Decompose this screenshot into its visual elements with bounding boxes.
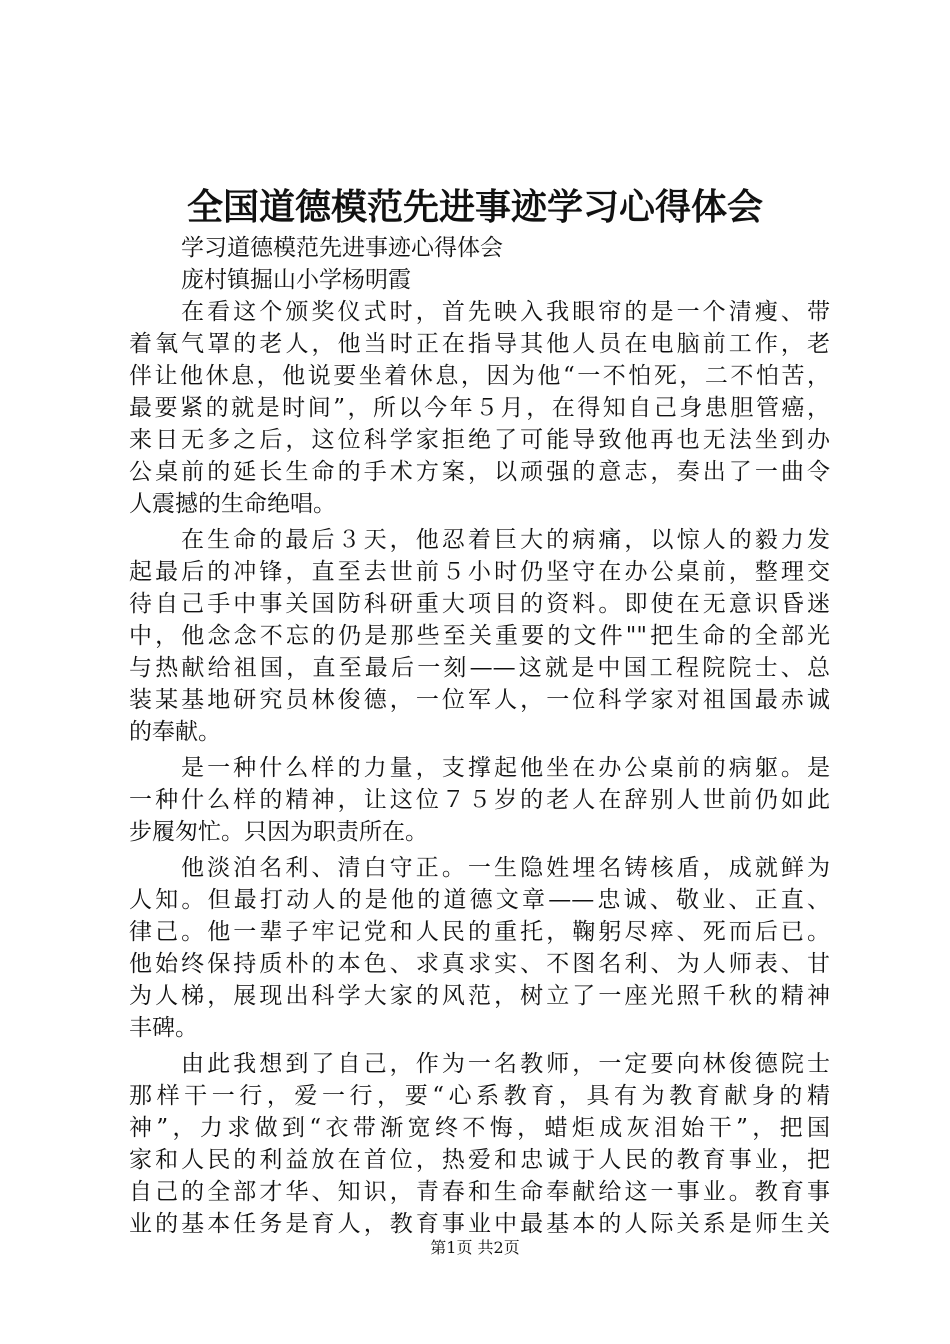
paragraph-line: 业的基本任务是育人，教育事业中最基本的人际关系是师生关 — [129, 1211, 830, 1237]
paragraph-line: 家和人民的利益放在首位，热爱和忠诚于人民的教育事业，把 — [129, 1147, 830, 1173]
paragraph-line: 丰碑。 — [129, 1015, 198, 1041]
paragraph-line: 他始终保持质朴的本色、求真求实、不图名利、为人师表、甘 — [129, 951, 830, 977]
subtitle-line: 学习道德模范先进事迹心得体会 — [181, 235, 503, 261]
document-title: 全国道德模范先进事迹学习心得体会 — [186, 186, 763, 228]
paragraph-line: 来日无多之后，这位科学家拒绝了可能导致他再也无法坐到办 — [129, 427, 830, 453]
paragraph-line: 的奉献。 — [129, 719, 221, 745]
paragraph-line: 他淡泊名利、清白守正。一生隐姓埋名铸核盾，成就鲜为 — [181, 855, 830, 881]
paragraph-line: 由此我想到了自己，作为一名教师，一定要向林俊德院士 — [181, 1051, 830, 1077]
paragraph-line: 公桌前的延长生命的手术方案，以顽强的意志，奏出了一曲令 — [129, 459, 830, 485]
paragraph-line: 伴让他休息，他说要坐着休息，因为他“一不怕死，二不怕苦， — [129, 363, 830, 389]
document-body — [129, 232, 830, 1240]
paragraph-line: 自己的全部才华、知识，青春和生命奉献给这一事业。教育事 — [129, 1179, 830, 1205]
paragraph-line: 在看这个颁奖仪式时，首先映入我眼帘的是一个清瘦、带 — [181, 299, 830, 325]
author-line: 庞村镇掘山小学杨明霞 — [181, 267, 411, 293]
paragraph-line: 装某基地研究员林俊德，一位军人，一位科学家对祖国最赤诚 — [129, 687, 830, 713]
paragraph-line: 那样干一行，爱一行，要“心系教育，具有为教育献身的精 — [129, 1083, 830, 1109]
paragraph-line: 人震撼的生命绝唱。 — [129, 491, 336, 517]
paragraph-line: 律己。他一辈子牢记党和人民的重托，鞠躬尽瘁、死而后已。 — [129, 919, 830, 945]
paragraph-line: 着氧气罩的老人，他当时正在指导其他人员在电脑前工作，老 — [129, 331, 830, 357]
paragraph-line: 步履匆忙。只因为职责所在。 — [129, 819, 428, 845]
paragraph-line: 中，他念念不忘的仍是那些至关重要的文件""把生命的全部光 — [129, 623, 830, 649]
paragraph-line: 神”，力求做到“衣带渐宽终不悔，蜡炬成灰泪始干”，把国 — [129, 1115, 830, 1141]
paragraph-line: 人知。但最打动人的是他的道德文章——忠诚、敬业、正直、 — [129, 887, 830, 913]
paragraph-line: 最要紧的就是时间”，所以今年５月，在得知自己身患胆管癌， — [129, 395, 830, 421]
paragraph-line: 起最后的冲锋，直至去世前５小时仍坚守在办公桌前，整理交 — [129, 559, 830, 585]
paragraph-line: 待自己手中事关国防科研重大项目的资料。即使在无意识昏迷 — [129, 591, 830, 617]
page-footer: 第1页 共2页 — [430, 1238, 520, 1257]
paragraph-line: 在生命的最后３天，他忍着巨大的病痛，以惊人的毅力发 — [181, 527, 830, 553]
paragraph-line: 一种什么样的精神，让这位７５岁的老人在辞别人世前仍如此 — [129, 787, 830, 813]
paragraph-line: 与热献给祖国，直至最后一刻——这就是中国工程院院士、总 — [129, 655, 830, 681]
paragraph-line: 是一种什么样的力量，支撑起他坐在办公桌前的病躯。是 — [181, 755, 830, 781]
paragraph-line: 为人梯，展现出科学大家的风范，树立了一座光照千秋的精神 — [129, 983, 830, 1009]
